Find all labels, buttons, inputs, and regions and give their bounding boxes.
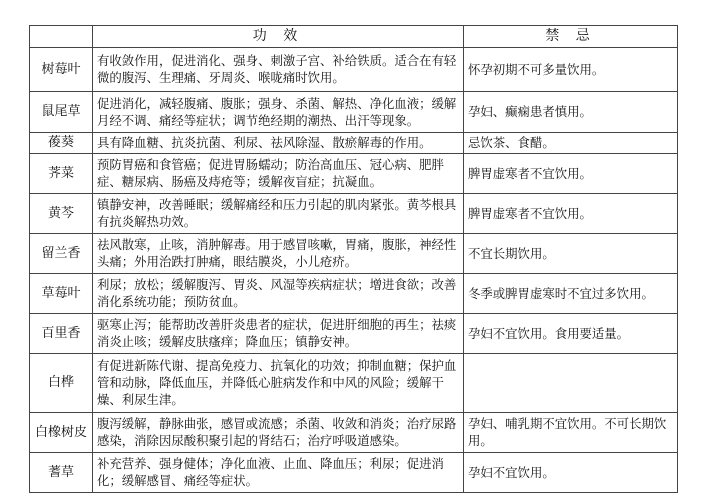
table-row bbox=[30, 453, 678, 493]
herb-name: 树莓叶 bbox=[30, 48, 93, 92]
herb-taboo: 脾胃虚寒者不宜饮用。 bbox=[464, 154, 678, 194]
herb-effect: 利尿；放松；缓解腹泻、胃炎、风湿等疾病症状；增进食欲；改善消化系统功能；预防贫血。 bbox=[93, 274, 464, 314]
table-row bbox=[30, 413, 678, 453]
herb-taboo: 孕妇、癫痫患者慎用。 bbox=[464, 92, 678, 133]
herb-effect: 补充营养、强身健体；净化血液、止血、降血压；利尿；促进消化；缓解感冒、痛经等症状。 bbox=[93, 453, 464, 493]
herb-name: 蓍草 bbox=[30, 453, 93, 493]
herb-name: 白橡树皮 bbox=[30, 413, 93, 453]
herb-taboo: 冬季或脾胃虚寒时不宜过多饮用。 bbox=[464, 274, 678, 314]
herb-effect: 有收敛作用，促进消化、强身、刺激子宫、补给铁质。适合在有轻微的腹泻、生理痛、牙周炎、喉咙痛时饮用。 bbox=[93, 48, 464, 92]
herb-effect: 镇静安神，改善睡眠；缓解痛经和压力引起的肌肉紧张。黄芩根具有抗炎解热功效。 bbox=[93, 194, 464, 234]
herb-taboo bbox=[464, 354, 678, 413]
herb-name: 百里香 bbox=[30, 314, 93, 354]
herb-name: 留兰香 bbox=[30, 234, 93, 274]
table-row bbox=[30, 274, 678, 314]
table-header-row bbox=[30, 26, 678, 48]
table-row bbox=[30, 234, 678, 274]
herb-name: 草莓叶 bbox=[30, 274, 93, 314]
herb-name: 鼠尾草 bbox=[30, 92, 93, 133]
herb-effect: 有促进新陈代谢、提高免疫力、抗氧化的功效；抑制血糖；保护血管和动脉，降低血压，并降低心脏病发作和中风的风险；缓解干燥、利尿生津。 bbox=[93, 354, 464, 413]
table-row bbox=[30, 354, 678, 413]
herb-taboo: 忌饮茶、食醋。 bbox=[464, 133, 678, 154]
herb-taboo: 孕妇不宜饮用。食用要适量。 bbox=[464, 314, 678, 354]
herb-taboo: 孕妇、哺乳期不宜饮用。不可长期饮用。 bbox=[464, 413, 678, 453]
herb-effect: 促进消化，减轻腹痛、腹胀；强身、杀菌、解热、净化血液；缓解月经不调、痛经等症状；调节绝经期的潮热、出汗等现象。 bbox=[93, 92, 464, 133]
table-row bbox=[30, 133, 678, 154]
table-row bbox=[30, 194, 678, 234]
herb-taboo: 孕妇不宜饮用。 bbox=[464, 453, 678, 493]
herb-name: 荠菜 bbox=[30, 154, 93, 194]
herb-table bbox=[29, 25, 678, 493]
herb-taboo: 脾胃虚寒者不宜饮用。 bbox=[464, 194, 678, 234]
herb-name: 葰葵 bbox=[30, 133, 93, 154]
header-effect: 功 效 bbox=[93, 26, 464, 48]
herb-name: 黄芩 bbox=[30, 194, 93, 234]
herb-effect: 驱寒止泻；能帮助改善肝炎患者的症状，促进肝细胞的再生；祛痰消炎止咳；缓解皮肤瘙痒；降血压；镇静安神。 bbox=[93, 314, 464, 354]
header-name bbox=[30, 26, 93, 48]
herb-taboo: 不宜长期饮用。 bbox=[464, 234, 678, 274]
herb-effect: 预防胃癌和食管癌；促进胃肠蠕动；防治高血压、冠心病、肥胖症、糖尿病、肠癌及痔疮等；缓解夜盲症；抗凝血。 bbox=[93, 154, 464, 194]
table-row bbox=[30, 92, 678, 133]
herb-name: 白桦 bbox=[30, 354, 93, 413]
herb-effect: 祛风散寒，止咳，消肿解毒。用于感冒咳嗽，胃痛，腹胀，神经性头痛；外用治跌打肿痛，眼结膜炎，小儿疮疥。 bbox=[93, 234, 464, 274]
table-row bbox=[30, 314, 678, 354]
herb-effect: 具有降血糖、抗炎抗菌、利尿、祛风除湿、散瘀解毒的作用。 bbox=[93, 133, 464, 154]
table-row bbox=[30, 154, 678, 194]
herb-effect: 腹泻缓解，静脉曲张，感冒或流感；杀菌、收敛和消炎；治疗尿路感染，消除因尿酸积聚引起的肾结石；治疗呼吸道感染。 bbox=[93, 413, 464, 453]
herb-taboo: 怀孕初期不可多量饮用。 bbox=[464, 48, 678, 92]
header-taboo: 禁 忌 bbox=[464, 26, 678, 48]
table-row bbox=[30, 48, 678, 92]
